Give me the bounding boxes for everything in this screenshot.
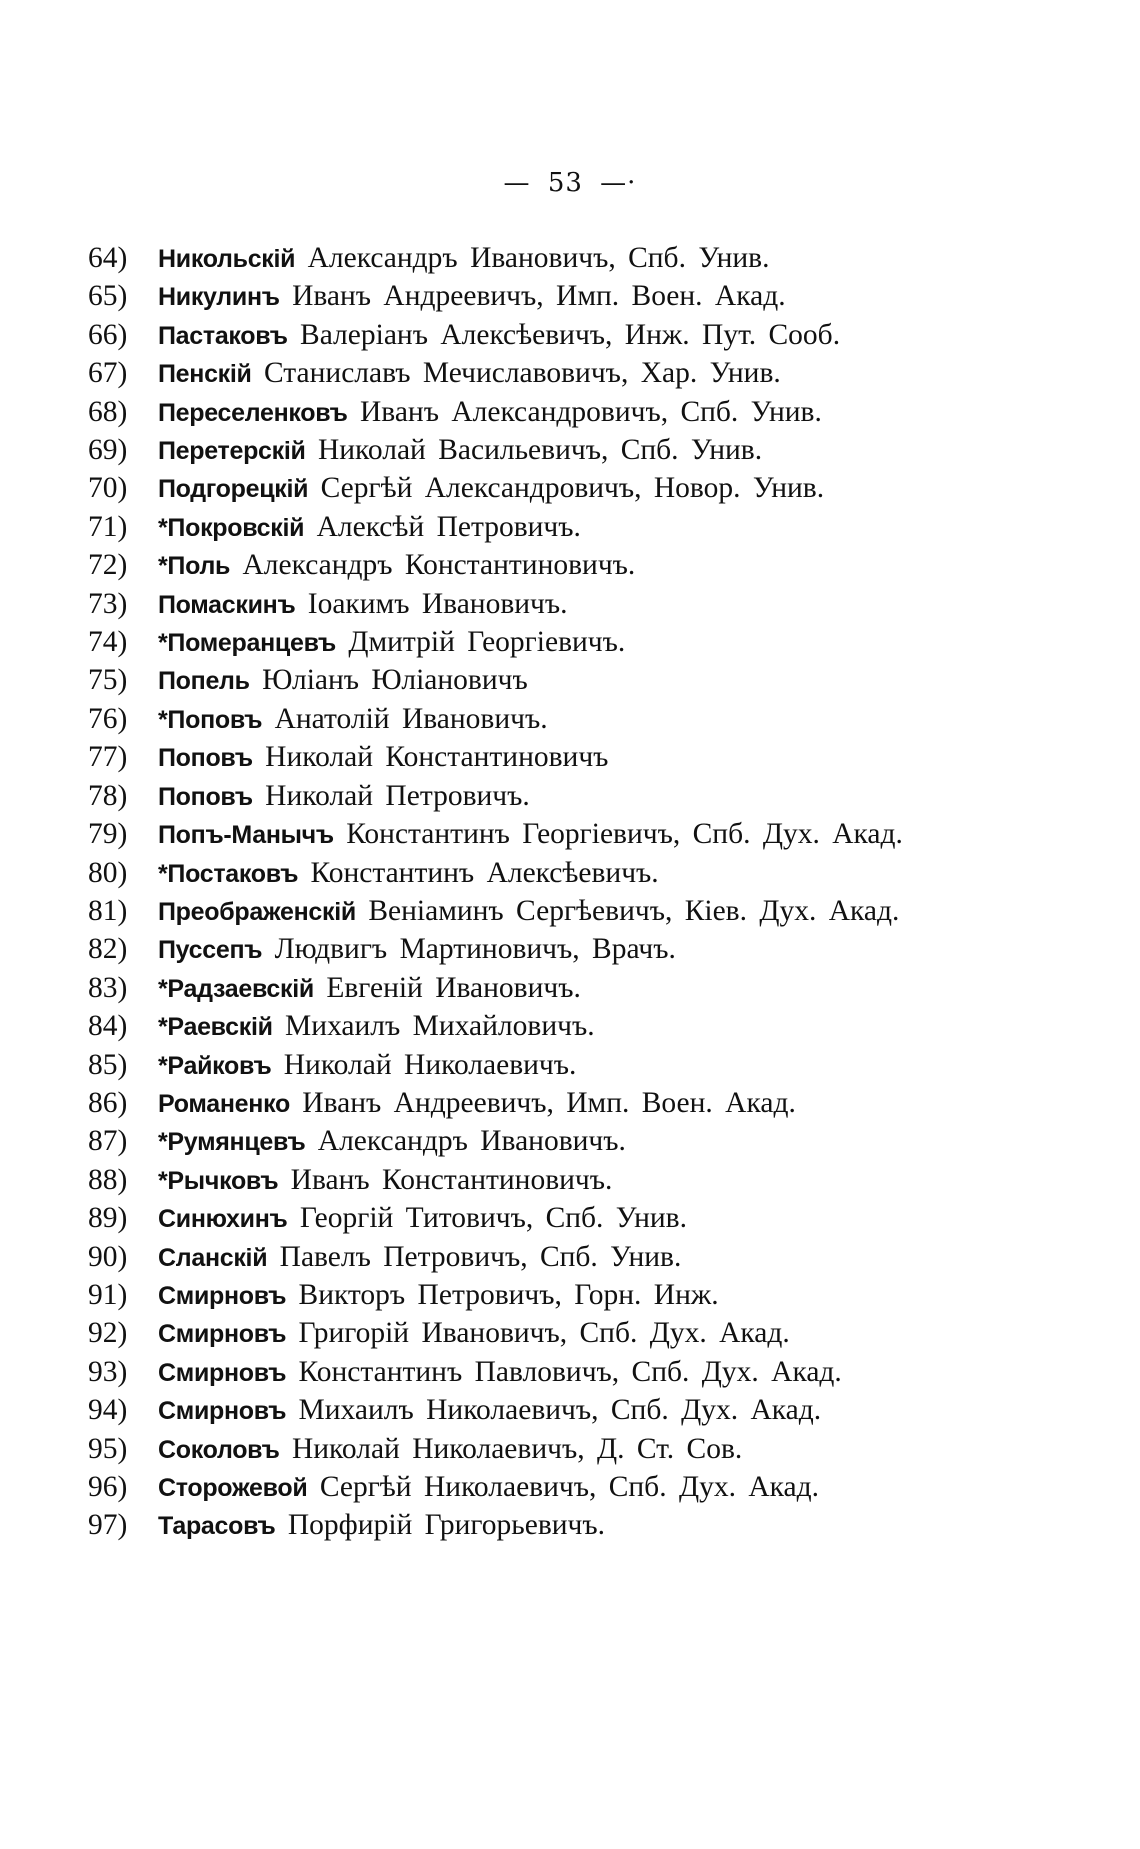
entry-number: 92) [88, 1317, 128, 1350]
entry-number: 95) [88, 1432, 128, 1465]
entry-surname: Помаскинъ [158, 590, 296, 619]
entry-details: Николай Николаевичъ. [283, 1048, 577, 1081]
entry-details: Сергѣй Николаевичъ, Спб. Дух. Акад. [319, 1471, 819, 1503]
entry-surname: Поповъ [158, 782, 253, 811]
entry-number: 71) [88, 510, 128, 543]
entry-details: Михаилъ Николаевичъ, Спб. Дух. Акад. [298, 1394, 822, 1427]
entry-number: 65) [88, 280, 128, 313]
entry-details: Георгій Титовичъ, Спб. Унив. [299, 1202, 687, 1235]
entry-details: Людвигъ Мартиновичъ, Врачъ. [274, 933, 676, 966]
entry-number: 76) [88, 702, 128, 735]
entry-details: Николай Васильевичъ, Спб. Унив. [317, 434, 763, 467]
list-item [88, 970, 958, 1008]
entry-number: 85) [88, 1048, 128, 1081]
list-item [88, 1200, 958, 1238]
entry-number: 90) [88, 1240, 128, 1273]
entry-surname: Смирновъ [158, 1358, 287, 1387]
entry-number: 81) [88, 894, 128, 927]
list-item [88, 355, 958, 393]
entry-details: Александръ Ивановичъ. [317, 1125, 626, 1158]
entry-details: Иванъ Александровичъ, Спб. Унив. [359, 395, 822, 428]
entry-surname: Перетерскій [158, 437, 306, 466]
entry-number: 75) [88, 664, 128, 697]
list-item [88, 1008, 958, 1046]
entry-surname: *Померанцевъ [158, 629, 336, 658]
list-item [88, 1277, 958, 1315]
entry-surname: Пастаковъ [158, 321, 288, 350]
list-item [88, 394, 958, 432]
entry-number: 83) [88, 971, 128, 1004]
entry-surname: Смирновъ [158, 1397, 287, 1426]
entry-details: Иванъ Константиновичъ. [290, 1163, 613, 1196]
list-item [88, 1239, 958, 1277]
entry-surname: Синюхинъ [158, 1205, 288, 1234]
list-item [88, 1469, 958, 1507]
page-number-dash-right: —· [600, 168, 637, 198]
entry-details: Іоакимъ Ивановичъ. [307, 587, 568, 620]
entry-surname: *Райковъ [158, 1051, 272, 1080]
entry-number: 82) [88, 933, 128, 966]
entry-surname: Никулинъ [158, 283, 280, 312]
list-item [88, 739, 958, 777]
page-number-dash-left: — [503, 168, 531, 198]
entry-number: 94) [88, 1394, 128, 1427]
entry-number: 97) [88, 1509, 128, 1542]
entry-details: Александръ Ивановичъ, Спб. Унив. [307, 242, 770, 274]
entry-surname: Попъ-Манычъ [158, 821, 334, 850]
entry-surname: *Раевскій [158, 1013, 273, 1042]
entry-details: Анатолій Ивановичъ. [274, 702, 548, 735]
entry-surname: Смирновъ [158, 1320, 287, 1349]
list-item [88, 1392, 958, 1430]
entry-number: 87) [88, 1125, 128, 1158]
entry-number: 89) [88, 1202, 128, 1235]
entry-number: 78) [88, 779, 128, 812]
list-item [88, 1123, 958, 1161]
entry-details: Константинъ Павловичъ, Спб. Дух. Акад. [298, 1355, 842, 1388]
entry-details: Викторъ Петровичъ, Горн. Инж. [298, 1278, 719, 1311]
entry-surname: *Поль [158, 552, 231, 581]
entry-details: Порфирій Григорьевичъ. [287, 1509, 606, 1542]
entry-details: Николай Константиновичъ [265, 741, 609, 774]
list-item [88, 1354, 958, 1392]
entry-details: Юліанъ Юліановичъ [262, 664, 528, 697]
list-item [88, 701, 958, 739]
page-number-value: 53 [547, 168, 583, 198]
entry-surname: *Румянцевъ [158, 1128, 306, 1157]
list-item [88, 778, 958, 816]
list-item [88, 586, 958, 624]
entry-surname: *Рычковъ [158, 1166, 279, 1195]
entry-details: Иванъ Андреевичъ, Имп. Воен. Акад. [292, 280, 786, 313]
entry-surname: *Постаковъ [158, 859, 299, 888]
entry-number: 69) [88, 434, 128, 467]
entry-surname: *Радзаевскій [158, 974, 314, 1003]
entry-details: Михаилъ Михайловичъ. [285, 1010, 595, 1043]
entry-surname: *Покровскій [158, 513, 305, 542]
entry-surname: Пуссепъ [158, 936, 263, 965]
entry-details: Евгеній Ивановичъ. [326, 971, 581, 1004]
entry-number: 67) [88, 357, 128, 390]
entry-number: 91) [88, 1278, 128, 1311]
entry-number: 72) [88, 549, 128, 582]
entry-surname: Пенскій [158, 360, 252, 389]
entry-surname: Преображенскій [158, 897, 356, 926]
entry-number: 77) [88, 741, 128, 774]
list-item [88, 432, 958, 470]
entry-number: 74) [88, 626, 128, 659]
entry-surname: Смирновъ [158, 1281, 287, 1310]
list-item [88, 1162, 958, 1200]
list-item [88, 1047, 958, 1085]
entry-surname: Сланскій [158, 1243, 268, 1272]
list-item [88, 240, 958, 278]
list-item [88, 893, 958, 931]
list-item [88, 317, 958, 355]
entry-surname: Соколовъ [158, 1435, 280, 1464]
list-item [88, 547, 958, 585]
entry-number: 73) [88, 587, 128, 620]
entry-surname: *Поповъ [158, 705, 263, 734]
list-item [88, 931, 958, 969]
entry-number: 68) [88, 395, 128, 428]
entry-details: Константинъ Алексѣевичъ. [310, 856, 659, 889]
entry-details: Алексѣй Петровичъ. [316, 510, 581, 543]
entry-number: 93) [88, 1355, 128, 1388]
entry-details: Валеріанъ Алексѣевичъ, Инж. Пут. Сооб. [300, 318, 841, 351]
entry-number: 86) [88, 1086, 128, 1119]
entry-details: Александръ Константиновичъ. [242, 549, 636, 582]
entry-details: Сергѣй Александровичъ, Новор. Унив. [320, 472, 825, 505]
entry-surname: Тарасовъ [158, 1512, 276, 1541]
entry-number: 66) [88, 318, 128, 351]
entry-number: 96) [88, 1471, 128, 1503]
entry-surname: Поповъ [158, 744, 253, 773]
entry-details: Павелъ Петровичъ, Спб. Унив. [279, 1240, 682, 1273]
page-number [0, 168, 1140, 198]
entry-details: Константинъ Георгіевичъ, Спб. Дух. Акад. [346, 818, 903, 851]
entry-surname: Никольскій [158, 245, 296, 273]
entry-number: 64) [88, 242, 128, 274]
entry-details: Николай Петровичъ. [265, 779, 530, 812]
list-item [88, 816, 958, 854]
entry-number: 88) [88, 1163, 128, 1196]
entry-details: Григорій Ивановичъ, Спб. Дух. Акад. [298, 1317, 790, 1350]
entry-number: 70) [88, 472, 128, 505]
entry-number: 84) [88, 1010, 128, 1043]
entry-surname: Подгорецкій [158, 475, 309, 504]
name-list [88, 240, 958, 1546]
list-item [88, 662, 958, 700]
list-item [88, 855, 958, 893]
entry-details: Николай Николаевичъ, Д. Ст. Сов. [291, 1432, 743, 1465]
entry-details: Веніаминъ Сергѣевичъ, Кіев. Дух. Акад. [368, 894, 900, 927]
list-item [88, 470, 958, 508]
list-item [88, 1085, 958, 1123]
entry-details: Станиславъ Мечиславовичъ, Хар. Унив. [263, 357, 781, 390]
entry-surname: Романенко [158, 1089, 290, 1118]
list-item [88, 278, 958, 316]
list-item [88, 1315, 958, 1353]
entry-details: Дмитрій Георгіевичъ. [348, 626, 626, 659]
list-item [88, 624, 958, 662]
entry-surname: Сторожевой [158, 1474, 308, 1502]
list-item [88, 1507, 958, 1545]
list-item [88, 509, 958, 547]
list-item [88, 1431, 958, 1469]
entry-number: 79) [88, 818, 128, 851]
entry-number: 80) [88, 856, 128, 889]
entry-details: Иванъ Андреевичъ, Имп. Воен. Акад. [302, 1086, 796, 1119]
entry-surname: Попель [158, 667, 250, 696]
entry-surname: Переселенковъ [158, 398, 348, 427]
